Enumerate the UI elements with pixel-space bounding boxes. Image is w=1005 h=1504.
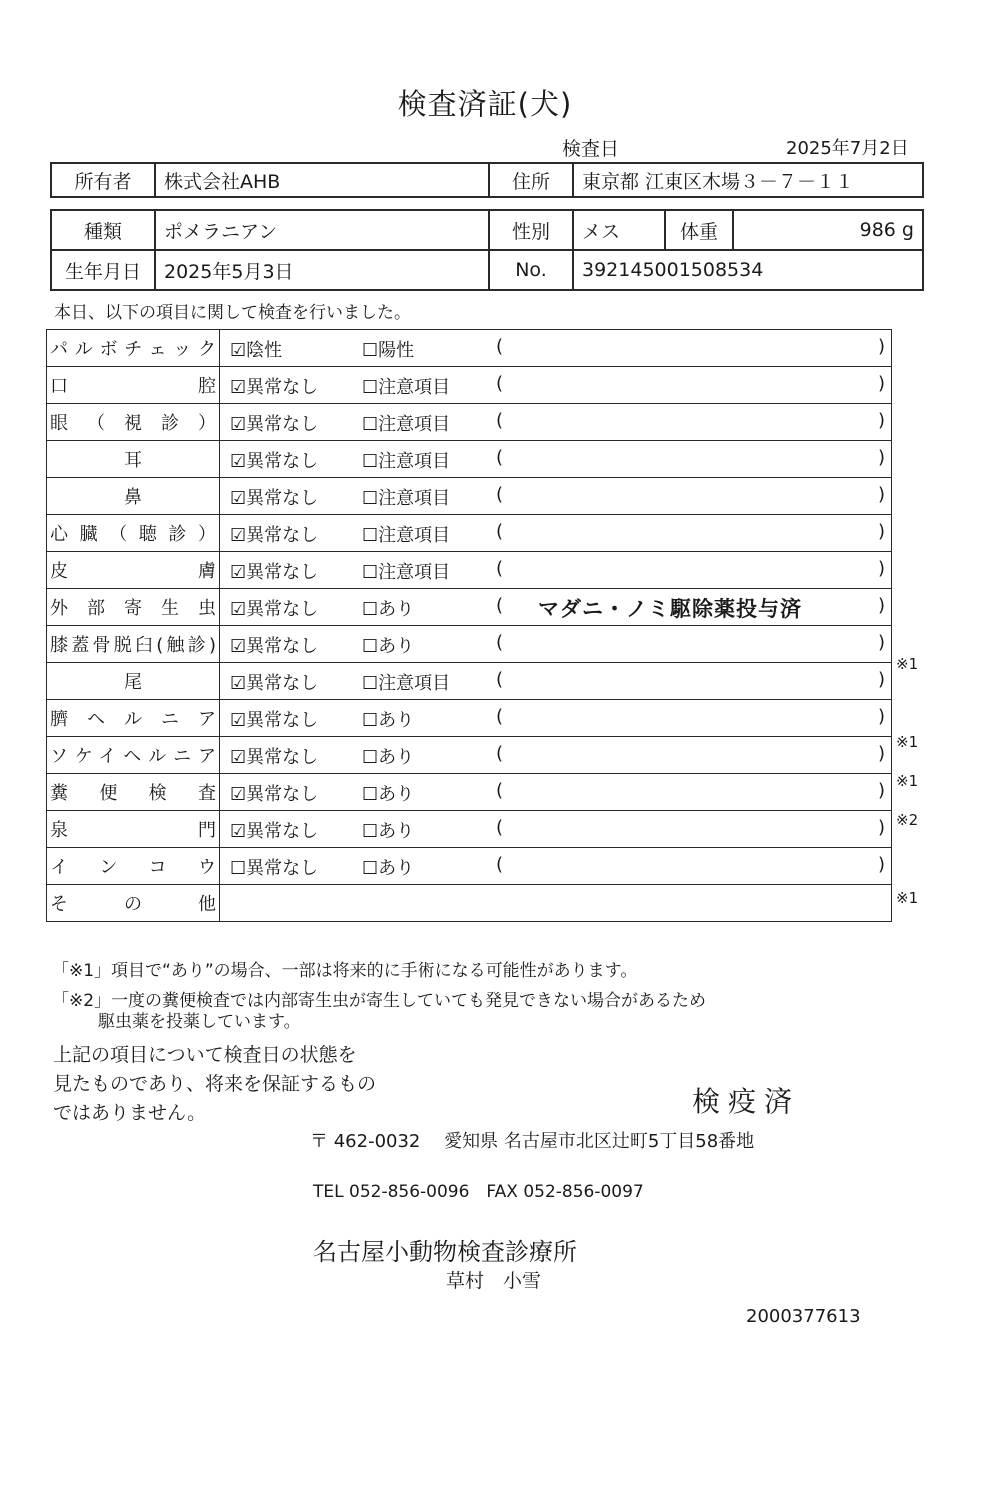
caution-line-1: 上記の項目について検査日の状態を — [53, 1044, 357, 1066]
result-checkbox-abnormal[interactable]: ☐あり — [362, 636, 415, 657]
result-checkbox-normal[interactable]: ☑異常なし — [230, 784, 319, 805]
exam-row — [47, 478, 892, 515]
paren-open: ( — [496, 706, 504, 727]
exam-row — [47, 626, 892, 663]
weight-value: 986 g — [733, 210, 923, 250]
result-checkbox-normal[interactable]: ☑異常なし — [230, 377, 319, 398]
owner-value: 株式会社AHB — [155, 163, 489, 197]
exam-item-text: パルボチェック — [50, 339, 216, 360]
exam-item-text: 口腔 — [50, 376, 216, 397]
dob-label: 生年月日 — [51, 250, 155, 290]
paren-close: ) — [877, 743, 885, 764]
exam-result-cell — [220, 589, 892, 626]
footnote-ref-mark: ※1 — [896, 772, 919, 790]
exam-result-cell — [220, 441, 892, 478]
result-checkbox-abnormal[interactable]: ☐あり — [362, 858, 415, 879]
paren-close: ) — [877, 595, 885, 616]
exam-result-cell — [220, 515, 892, 552]
clinic-name: 名古屋小動物検査診療所 — [313, 1238, 577, 1266]
result-checkbox-abnormal[interactable]: ☐注意項目 — [362, 673, 451, 694]
paren-close: ) — [877, 521, 885, 542]
result-checkbox-abnormal[interactable]: ☐注意項目 — [362, 488, 451, 509]
exam-item-label — [47, 441, 220, 478]
footnote-2-line1: 「※2」一度の糞便検査では内部寄生虫が寄生していても発見できない場合があるため — [52, 991, 707, 1011]
exam-result-cell — [220, 774, 892, 811]
exam-result-cell — [220, 737, 892, 774]
paren-open: ( — [496, 558, 504, 579]
exam-row — [47, 848, 892, 885]
paren-open: ( — [496, 595, 504, 616]
footnote-1: 「※1」項目で“あり”の場合、一部は将来的に手術になる可能性があります。 — [52, 961, 638, 981]
exam-row — [47, 330, 892, 367]
exam-result-cell — [220, 478, 892, 515]
paren-close: ) — [877, 447, 885, 468]
exam-item-label — [47, 552, 220, 589]
intro-text: 本日、以下の項目に関して検査を行いました。 — [54, 303, 411, 323]
exam-item-text: 心臓（聴診） — [50, 524, 216, 545]
breed-value: ポメラニアン — [155, 210, 489, 250]
paren-close: ) — [877, 706, 885, 727]
paren-open: ( — [496, 632, 504, 653]
paren-open: ( — [496, 521, 504, 542]
caution-line-2: 見たものであり、将来を保証するもの — [53, 1073, 377, 1095]
paren-close: ) — [877, 336, 885, 357]
exam-row — [47, 441, 892, 478]
microchip-no: 392145001508534 — [573, 250, 923, 290]
exam-item-label — [47, 811, 220, 848]
exam-row — [47, 589, 892, 626]
address-label: 住所 — [489, 163, 573, 197]
result-checkbox-abnormal[interactable]: ☐あり — [362, 821, 415, 842]
result-checkbox-abnormal[interactable]: ☐あり — [362, 710, 415, 731]
quarantine-stamp: 検疫済 — [692, 1085, 801, 1118]
result-checkbox-normal[interactable]: ☑異常なし — [230, 451, 319, 472]
exam-result-cell — [220, 848, 892, 885]
no-label: No. — [489, 250, 573, 290]
exam-row — [47, 515, 892, 552]
exam-row — [47, 552, 892, 589]
paren-open: ( — [496, 410, 504, 431]
exam-row — [47, 367, 892, 404]
exam-item-label — [47, 885, 220, 922]
result-checkbox-normal[interactable]: ☑異常なし — [230, 562, 319, 583]
paren-open: ( — [496, 817, 504, 838]
result-checkbox-abnormal[interactable]: ☐あり — [362, 747, 415, 768]
pet-table — [50, 209, 924, 291]
exam-item-text: 臍ヘルニア — [50, 709, 216, 730]
paren-close: ) — [877, 373, 885, 394]
paren-open: ( — [496, 484, 504, 505]
owner-table — [50, 162, 924, 198]
exam-date-value: 2025年7月2日 — [786, 138, 909, 159]
result-checkbox-abnormal[interactable]: ☐注意項目 — [362, 414, 451, 435]
exam-item-text: 糞便検査 — [50, 783, 216, 804]
exam-item-label — [47, 700, 220, 737]
exam-item-label — [47, 663, 220, 700]
exam-row — [47, 663, 892, 700]
exam-item-text: ソケイヘルニア — [50, 746, 216, 767]
exam-item-label — [47, 330, 220, 367]
exam-result-cell — [220, 700, 892, 737]
exam-result-cell — [220, 811, 892, 848]
paren-close: ) — [877, 854, 885, 875]
paren-open: ( — [496, 743, 504, 764]
clinic-address: 〒 462-0032 愛知県 名古屋市北区辻町5丁目58番地 — [310, 1131, 755, 1152]
footnote-2-line2: 駆虫薬を投薬しています。 — [98, 1012, 301, 1032]
footnote-ref-mark: ※1 — [896, 655, 919, 673]
result-checkbox-abnormal[interactable]: ☐注意項目 — [362, 525, 451, 546]
result-checkbox-normal[interactable]: ☑異常なし — [230, 525, 319, 546]
address-value: 東京都 江東区木場３－７－１１ — [573, 163, 923, 197]
result-checkbox-normal[interactable]: ☑異常なし — [230, 710, 319, 731]
exam-item-label — [47, 515, 220, 552]
paren-open: ( — [496, 336, 504, 357]
exam-item-text: 外部寄生虫 — [50, 598, 216, 619]
breed-label: 種類 — [51, 210, 155, 250]
exam-item-text: 膝蓋骨脱臼(触診) — [50, 635, 216, 656]
exam-item-text: 眼（視診） — [50, 413, 216, 434]
paren-close: ) — [877, 780, 885, 801]
result-checkbox-normal[interactable]: ☑異常なし — [230, 747, 319, 768]
exam-item-text: 尾 — [124, 672, 142, 693]
paren-open: ( — [496, 669, 504, 690]
exam-item-text: 鼻 — [124, 487, 142, 508]
exam-result-cell — [220, 552, 892, 589]
exam-row — [47, 737, 892, 774]
paren-close: ) — [877, 410, 885, 431]
result-checkbox-normal[interactable]: ☑異常なし — [230, 414, 319, 435]
sex-label: 性別 — [489, 210, 573, 250]
exam-result-cell — [220, 330, 892, 367]
paren-close: ) — [877, 558, 885, 579]
result-checkbox-normal[interactable]: ☑異常なし — [230, 488, 319, 509]
exam-item-label — [47, 589, 220, 626]
result-checkbox-normal[interactable]: ☑異常なし — [230, 636, 319, 657]
result-checkbox-abnormal[interactable]: ☐注意項目 — [362, 562, 451, 583]
paren-close: ) — [877, 669, 885, 690]
paren-open: ( — [496, 780, 504, 801]
exam-item-label — [47, 737, 220, 774]
exam-result-cell — [220, 663, 892, 700]
result-checkbox-normal[interactable]: ☑異常なし — [230, 599, 319, 620]
serial-number: 2000377613 — [746, 1306, 861, 1327]
exam-item-label — [47, 626, 220, 663]
exam-item-text: 泉門 — [50, 820, 216, 841]
exam-date-label: 検査日 — [562, 138, 620, 160]
exam-table — [46, 329, 892, 922]
document-title: 検査済証(犬) — [397, 87, 573, 121]
result-note: マダニ・ノミ駆除薬投与済 — [538, 597, 802, 621]
weight-label: 体重 — [665, 210, 733, 250]
result-checkbox-abnormal[interactable]: ☐陽性 — [362, 340, 415, 361]
vet-name: 草村 小雪 — [446, 1270, 542, 1292]
result-checkbox-normal[interactable]: ☑異常なし — [230, 673, 319, 694]
exam-row — [47, 774, 892, 811]
exam-item-label — [47, 848, 220, 885]
exam-item-text: インコウ — [50, 857, 216, 878]
caution-line-3: ではありません。 — [53, 1102, 207, 1124]
footnote-ref-mark: ※1 — [896, 889, 919, 907]
other-label: その他 — [50, 894, 216, 915]
result-checkbox-abnormal[interactable]: ☐注意項目 — [362, 377, 451, 398]
footnote-ref-mark: ※2 — [896, 811, 919, 829]
paren-open: ( — [496, 373, 504, 394]
paren-close: ) — [877, 817, 885, 838]
exam-item-label — [47, 774, 220, 811]
dob-value: 2025年5月3日 — [155, 250, 489, 290]
exam-result-cell — [220, 367, 892, 404]
sex-value: メス — [573, 210, 665, 250]
paren-close: ) — [877, 632, 885, 653]
exam-item-text: 皮膚 — [50, 561, 216, 582]
result-checkbox-abnormal[interactable]: ☐あり — [362, 784, 415, 805]
result-checkbox-normal[interactable]: ☐異常なし — [230, 858, 319, 879]
result-checkbox-normal[interactable]: ☑陰性 — [230, 340, 283, 361]
exam-row — [47, 404, 892, 441]
exam-item-label — [47, 478, 220, 515]
result-checkbox-abnormal[interactable]: ☐注意項目 — [362, 451, 451, 472]
result-checkbox-abnormal[interactable]: ☐あり — [362, 599, 415, 620]
paren-open: ( — [496, 447, 504, 468]
other-field[interactable] — [220, 885, 892, 922]
exam-result-cell — [220, 626, 892, 663]
exam-item-text: 耳 — [124, 450, 142, 471]
exam-row-other — [47, 885, 892, 922]
paren-close: ) — [877, 484, 885, 505]
clinic-phone-fax: TEL 052-856-0096 FAX 052-856-0097 — [313, 1182, 644, 1202]
exam-item-label — [47, 404, 220, 441]
result-checkbox-normal[interactable]: ☑異常なし — [230, 821, 319, 842]
footnote-ref-mark: ※1 — [896, 733, 919, 751]
exam-item-label — [47, 367, 220, 404]
paren-open: ( — [496, 854, 504, 875]
exam-row — [47, 700, 892, 737]
exam-row — [47, 811, 892, 848]
owner-label: 所有者 — [51, 163, 155, 197]
exam-result-cell — [220, 404, 892, 441]
